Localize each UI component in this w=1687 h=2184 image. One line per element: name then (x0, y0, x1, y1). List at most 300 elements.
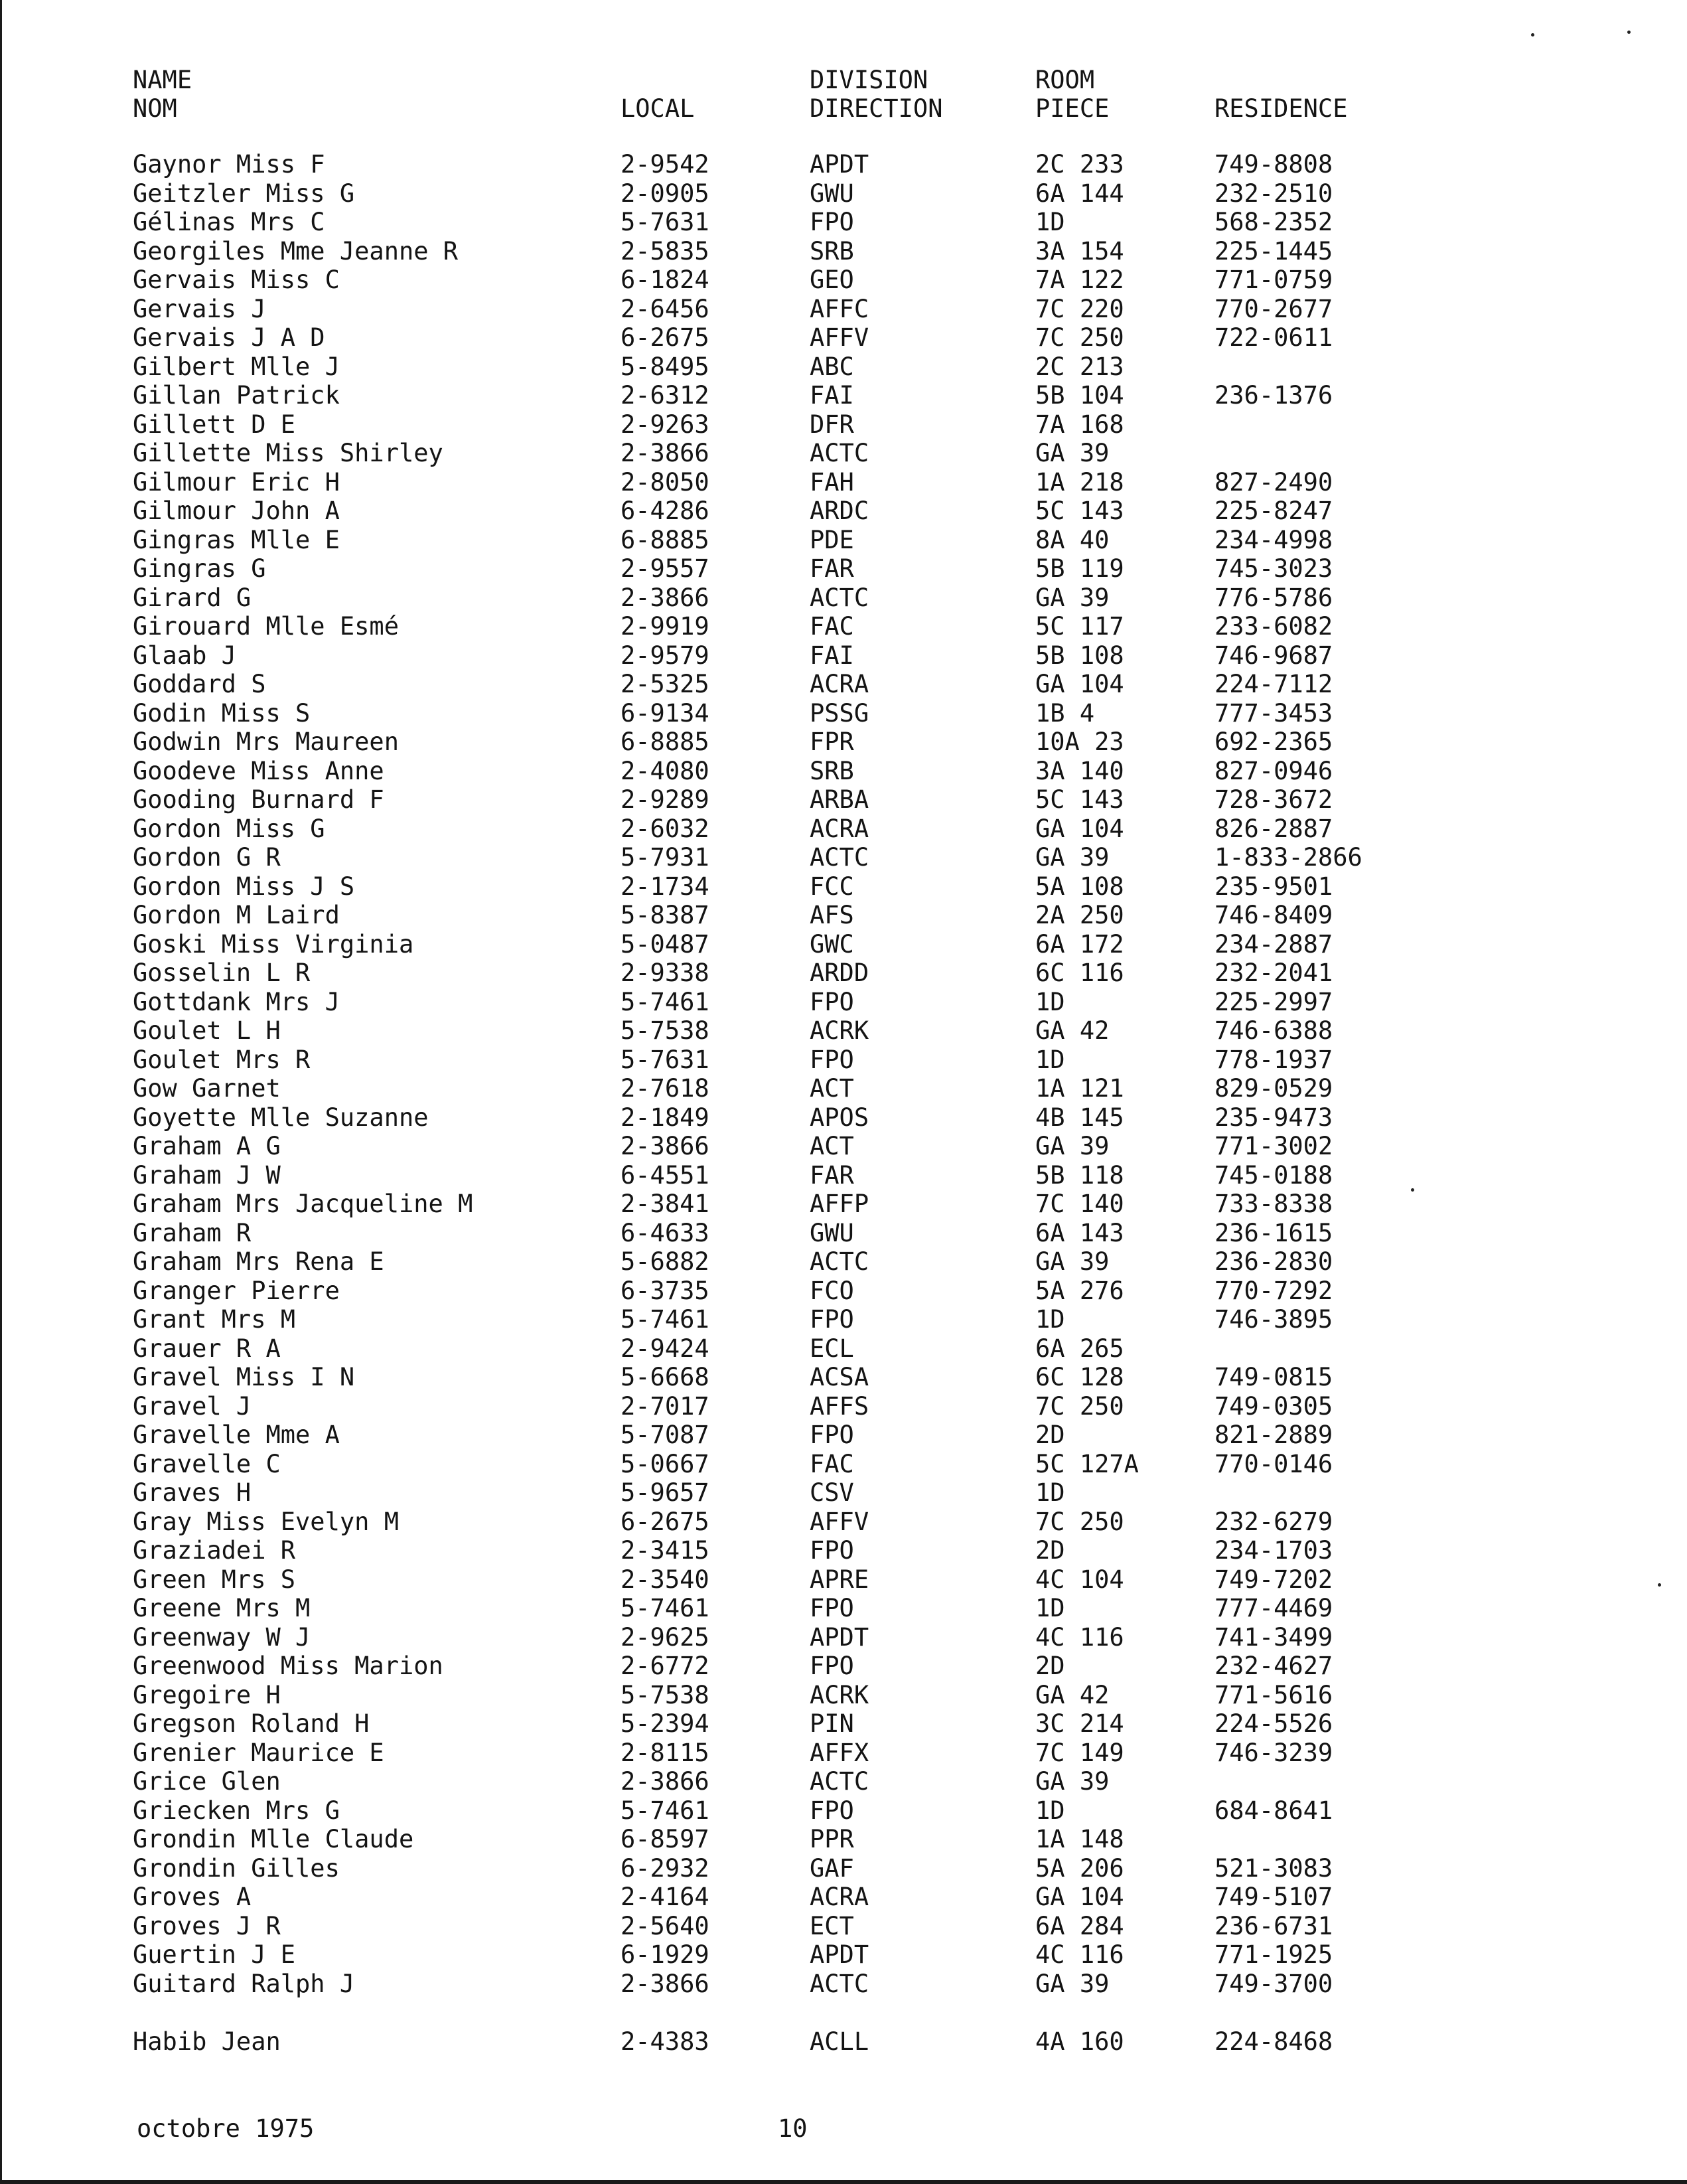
entry-local: 6-4286 (621, 497, 709, 525)
entry-division: PSSG (810, 698, 869, 728)
entry-division: FPO (810, 1594, 854, 1622)
directory-row (0, 1681, 1687, 1710)
directory-row (0, 526, 1687, 555)
entry-local: 2-3415 (621, 1536, 709, 1565)
directory-row (0, 208, 1687, 237)
entry-division: ECL (810, 1334, 854, 1363)
entry-division: GAF (810, 1853, 854, 1883)
entry-local: 2-9424 (621, 1334, 709, 1363)
entry-residence: 746-9687 (1214, 641, 1333, 670)
header-name (133, 66, 597, 123)
entry-residence: 236-1376 (1214, 381, 1333, 410)
entry-division: FAR (810, 554, 854, 583)
entry-residence: 236-1615 (1214, 1218, 1333, 1247)
entry-residence: 771-5616 (1214, 1680, 1333, 1709)
entry-local: 2-6456 (621, 294, 709, 323)
entry-residence: 234-1703 (1214, 1536, 1333, 1565)
entry-name: Gordon M Laird (133, 901, 340, 929)
directory-row (0, 2027, 1687, 2057)
entry-name: Grondin Mlle Claude (133, 1825, 414, 1853)
entry-room: 6A 265 (1035, 1334, 1124, 1363)
entry-room: 1B 4 (1035, 698, 1095, 728)
entry-local: 2-4164 (621, 1883, 709, 1911)
directory-row (0, 1940, 1687, 1970)
entry-name: Goulet L H (133, 1016, 281, 1045)
page-number: 10 (778, 2114, 808, 2143)
entry-room: 1D (1035, 1045, 1065, 1074)
directory-row (0, 410, 1687, 439)
directory-row (0, 468, 1687, 497)
entry-residence: 829-0529 (1214, 1074, 1333, 1103)
entry-residence: 232-2510 (1214, 179, 1333, 208)
entry-local: 2-9542 (621, 150, 709, 179)
entry-local: 6-8885 (621, 525, 709, 554)
entry-division: AFFP (810, 1190, 869, 1218)
entry-residence: 770-0146 (1214, 1449, 1333, 1478)
entry-room: GA 39 (1035, 583, 1110, 612)
entry-room: 7A 122 (1035, 266, 1124, 294)
entry-division: ARDD (810, 959, 869, 987)
directory-row (0, 1247, 1687, 1277)
directory-row (0, 554, 1687, 584)
entry-name: Greene Mrs M (133, 1594, 311, 1622)
entry-room: 1A 218 (1035, 467, 1124, 497)
entry-residence: 225-2997 (1214, 987, 1333, 1016)
entry-room: 6A 143 (1035, 1218, 1124, 1247)
entry-room: 6A 284 (1035, 1911, 1124, 1940)
scan-edge-bottom (0, 2180, 1687, 2184)
header-name-en: NAME (133, 66, 192, 94)
entry-room: 3A 140 (1035, 756, 1124, 785)
directory-list (0, 150, 1687, 2057)
entry-division: FPO (810, 987, 854, 1016)
directory-row (0, 497, 1687, 526)
entry-division: AFFV (810, 323, 869, 352)
directory-row (0, 1565, 1687, 1595)
entry-name: Graham R (133, 1218, 252, 1247)
directory-row (0, 1334, 1687, 1364)
entry-local: 5-7461 (621, 1796, 709, 1825)
header-room-en: ROOM (1035, 66, 1095, 94)
directory-row (0, 670, 1687, 699)
directory-row (0, 1421, 1687, 1450)
entry-local: 5-7461 (621, 1594, 709, 1622)
entry-division: PPR (810, 1825, 854, 1853)
entry-division: AFS (810, 901, 854, 929)
entry-residence: 234-2887 (1214, 929, 1333, 959)
directory-row (0, 641, 1687, 670)
directory-row (0, 612, 1687, 641)
directory-row (0, 1074, 1687, 1103)
entry-local: 5-7087 (621, 1421, 709, 1449)
entry-division: ABC (810, 352, 854, 381)
entry-division: ACSA (810, 1363, 869, 1391)
entry-name: Grenier Maurice E (133, 1738, 384, 1767)
entry-division: ACRA (810, 670, 869, 698)
header-division-fr: DIRECTION (810, 94, 943, 123)
directory-row (0, 1623, 1687, 1652)
entry-residence: 746-3895 (1214, 1305, 1333, 1334)
directory-row (0, 1190, 1687, 1219)
entry-room: 3C 214 (1035, 1709, 1124, 1738)
entry-local: 6-9134 (621, 698, 709, 728)
entry-room: 5A 206 (1035, 1853, 1124, 1883)
entry-division: GWC (810, 929, 854, 959)
directory-row (0, 1594, 1687, 1623)
entry-residence: 745-0188 (1214, 1160, 1333, 1190)
entry-residence: 224-7112 (1214, 670, 1333, 698)
entry-name: Gravel Miss I N (133, 1363, 355, 1391)
entry-name: Gervais Miss C (133, 266, 340, 294)
entry-room: 5B 119 (1035, 554, 1124, 583)
entry-room: 1D (1035, 987, 1065, 1016)
directory-row (0, 1016, 1687, 1046)
entry-local: 2-9338 (621, 959, 709, 987)
entry-room: 4A 160 (1035, 2027, 1124, 2056)
entry-local: 2-9289 (621, 785, 709, 814)
directory-row (0, 1508, 1687, 1537)
directory-row (0, 1652, 1687, 1681)
entry-name: Gillette Miss Shirley (133, 439, 443, 467)
entry-residence: 235-9501 (1214, 872, 1333, 901)
entry-room: 7C 220 (1035, 294, 1124, 323)
entry-division: AFFC (810, 294, 869, 323)
entry-local: 2-4383 (621, 2027, 709, 2056)
entry-name: Graham Mrs Rena E (133, 1247, 384, 1276)
entry-residence: 224-8468 (1214, 2027, 1333, 2056)
directory-row (0, 1825, 1687, 1854)
entry-local: 2-3866 (621, 439, 709, 467)
entry-local: 2-9919 (621, 612, 709, 641)
entry-local: 5-2394 (621, 1709, 709, 1738)
entry-division: ACLL (810, 2027, 869, 2056)
entry-name: Greenwood Miss Marion (133, 1652, 443, 1680)
entry-residence: 777-3453 (1214, 698, 1333, 728)
entry-room: 2D (1035, 1652, 1065, 1680)
entry-room: GA 104 (1035, 814, 1124, 843)
directory-row (0, 150, 1687, 179)
entry-residence: 236-6731 (1214, 1911, 1333, 1940)
entry-room: 5C 117 (1035, 612, 1124, 641)
directory-row (0, 1132, 1687, 1161)
entry-local: 2-9557 (621, 554, 709, 583)
directory-row (0, 1363, 1687, 1392)
entry-local: 2-8115 (621, 1738, 709, 1767)
entry-name: Gordon G R (133, 843, 281, 872)
directory-row (0, 1536, 1687, 1565)
entry-division: ACTC (810, 583, 869, 612)
entry-division: DFR (810, 410, 854, 439)
entry-name: Gottdank Mrs J (133, 987, 340, 1016)
entry-room: 7C 250 (1035, 323, 1124, 352)
entry-division: ACT (810, 1132, 854, 1160)
entry-room: 4C 104 (1035, 1565, 1124, 1594)
entry-name: Graham A G (133, 1132, 281, 1160)
entry-residence: 776-5786 (1214, 583, 1333, 612)
entry-residence: 521-3083 (1214, 1853, 1333, 1883)
directory-row (0, 872, 1687, 901)
entry-local: 2-5325 (621, 670, 709, 698)
column-headers (0, 66, 1687, 125)
entry-name: Gingras G (133, 554, 266, 583)
entry-room: 7C 250 (1035, 1507, 1124, 1536)
entry-residence (1214, 1334, 1387, 1364)
entry-name: Grant Mrs M (133, 1305, 296, 1334)
entry-local: 2-1734 (621, 872, 709, 901)
entry-residence: 722-0611 (1214, 323, 1333, 352)
entry-residence: 684-8641 (1214, 1796, 1333, 1825)
entry-local: 5-7538 (621, 1680, 709, 1709)
entry-residence: 225-8247 (1214, 497, 1333, 525)
footer-date: octobre 1975 (137, 2114, 315, 2143)
entry-local: 2-1849 (621, 1103, 709, 1132)
directory-row (0, 1450, 1687, 1479)
entry-room: 7C 250 (1035, 1391, 1124, 1421)
directory-row (0, 439, 1687, 468)
entry-name: Griecken Mrs G (133, 1796, 340, 1825)
entry-local: 6-1824 (621, 266, 709, 294)
entry-residence (1214, 1478, 1387, 1508)
entry-local: 6-3735 (621, 1276, 709, 1305)
entry-name: Georgiles Mme Jeanne R (133, 236, 459, 266)
entry-division: FAH (810, 467, 854, 497)
entry-room: 1A 121 (1035, 1074, 1124, 1103)
entry-division: ACTC (810, 843, 869, 872)
entry-room: 6C 116 (1035, 959, 1124, 987)
entry-room: 4C 116 (1035, 1940, 1124, 1969)
directory-row (0, 323, 1687, 352)
entry-local: 5-6668 (621, 1363, 709, 1391)
entry-local: 2-5640 (621, 1911, 709, 1940)
entry-residence: 746-3239 (1214, 1738, 1333, 1767)
entry-name: Gravel J (133, 1391, 252, 1421)
directory-row (0, 1103, 1687, 1132)
entry-local: 2-6312 (621, 381, 709, 410)
entry-room: 5C 143 (1035, 497, 1124, 525)
entry-room: 5B 118 (1035, 1160, 1124, 1190)
directory-row (0, 1046, 1687, 1075)
entry-local: 2-3866 (621, 1132, 709, 1160)
entry-room: 2A 250 (1035, 901, 1124, 929)
directory-row (0, 352, 1687, 382)
entry-residence: 746-8409 (1214, 901, 1333, 929)
entry-residence: 234-4998 (1214, 525, 1333, 554)
header-room (1035, 66, 1208, 123)
entry-room: GA 39 (1035, 1969, 1110, 1998)
entry-residence: 1-833-2866 (1214, 843, 1362, 872)
entry-name: Goski Miss Virginia (133, 929, 414, 959)
entry-name: Gilbert Mlle J (133, 352, 340, 381)
entry-division: ACRA (810, 814, 869, 843)
entry-division: AFFX (810, 1738, 869, 1767)
entry-local: 2-9625 (621, 1622, 709, 1652)
directory-row (0, 1478, 1687, 1508)
entry-local: 2-0905 (621, 179, 709, 208)
entry-name: Gow Garnet (133, 1074, 281, 1103)
entry-local: 6-2675 (621, 323, 709, 352)
entry-room: GA 104 (1035, 670, 1124, 698)
directory-row (0, 381, 1687, 410)
entry-room: 2D (1035, 1536, 1065, 1565)
entry-residence: 771-3002 (1214, 1132, 1333, 1160)
entry-room: 5A 108 (1035, 872, 1124, 901)
entry-room: GA 39 (1035, 439, 1110, 467)
directory-row (0, 266, 1687, 295)
entry-division: FPO (810, 1421, 854, 1449)
entry-name: Groves J R (133, 1911, 281, 1940)
entry-residence (1214, 439, 1387, 468)
entry-name: Godin Miss S (133, 698, 311, 728)
header-residence: RESIDENCE (1214, 94, 1348, 123)
entry-name: Gray Miss Evelyn M (133, 1507, 399, 1536)
entry-division: ACRK (810, 1016, 869, 1045)
entry-division: FPO (810, 1045, 854, 1074)
entry-local: 2-8050 (621, 467, 709, 497)
entry-division: FPO (810, 208, 854, 236)
directory-row (0, 1970, 1687, 1999)
entry-name: Grondin Gilles (133, 1853, 340, 1883)
entry-local: 6-4551 (621, 1160, 709, 1190)
directory-row (0, 815, 1687, 844)
entry-name: Girouard Mlle Esmé (133, 612, 399, 641)
entry-division: ECT (810, 1911, 854, 1940)
entry-residence: 749-8808 (1214, 150, 1333, 179)
entry-room: 8A 40 (1035, 525, 1110, 554)
entry-name: Guitard Ralph J (133, 1969, 355, 1998)
entry-residence: 770-7292 (1214, 1276, 1333, 1305)
entry-division: APDT (810, 1940, 869, 1969)
entry-name: Gravelle C (133, 1449, 281, 1478)
entry-local: 5-8495 (621, 352, 709, 381)
entry-name: Green Mrs S (133, 1565, 296, 1594)
entry-name: Gooding Burnard F (133, 785, 384, 814)
entry-division: FAC (810, 1449, 854, 1478)
directory-row (0, 699, 1687, 728)
entry-name: Gilmour Eric H (133, 467, 340, 497)
entry-room: 1D (1035, 1594, 1065, 1622)
entry-residence: 826-2887 (1214, 814, 1333, 843)
entry-local: 2-9579 (621, 641, 709, 670)
entry-name: Graham J W (133, 1160, 281, 1190)
entry-room: 4B 145 (1035, 1103, 1124, 1132)
entry-name: Gervais J (133, 294, 266, 323)
entry-residence: 749-0815 (1214, 1363, 1333, 1391)
entry-residence: 771-0759 (1214, 266, 1333, 294)
header-name-fr: NOM (133, 94, 177, 123)
entry-division: ACTC (810, 439, 869, 467)
entry-division: AFFS (810, 1391, 869, 1421)
entry-name: Gregson Roland H (133, 1709, 370, 1738)
entry-name: Glaab J (133, 641, 236, 670)
entry-residence: 745-3023 (1214, 554, 1333, 583)
directory-row (0, 843, 1687, 872)
entry-local: 5-6882 (621, 1247, 709, 1276)
entry-local: 5-7631 (621, 1045, 709, 1074)
directory-row (0, 988, 1687, 1017)
entry-division: APOS (810, 1103, 869, 1132)
entry-division: FCC (810, 872, 854, 901)
entry-name: Graham Mrs Jacqueline M (133, 1190, 473, 1218)
entry-local: 5-0487 (621, 929, 709, 959)
entry-local: 2-3866 (621, 583, 709, 612)
entry-name: Gillan Patrick (133, 381, 340, 410)
entry-division: ARBA (810, 785, 869, 814)
entry-division: SRB (810, 236, 854, 266)
entry-room: 1D (1035, 1478, 1065, 1507)
entry-residence: 232-2041 (1214, 959, 1333, 987)
entry-residence: 827-0946 (1214, 756, 1333, 785)
entry-room: GA 39 (1035, 1247, 1110, 1276)
entry-room: 5C 127A (1035, 1449, 1139, 1478)
directory-row (0, 785, 1687, 815)
entry-local: 5-7461 (621, 1305, 709, 1334)
entry-residence: 236-2830 (1214, 1247, 1333, 1276)
entry-division: APRE (810, 1565, 869, 1594)
entry-local: 6-8597 (621, 1825, 709, 1853)
entry-division: GWU (810, 179, 854, 208)
entry-name: Gervais J A D (133, 323, 325, 352)
entry-residence (1214, 1825, 1387, 1854)
entry-residence: 777-4469 (1214, 1594, 1333, 1622)
entry-local: 6-1929 (621, 1940, 709, 1969)
entry-room: 1D (1035, 1305, 1065, 1334)
directory-row (0, 1219, 1687, 1248)
header-division (810, 66, 1009, 123)
entry-residence: 728-3672 (1214, 785, 1333, 814)
entry-division: ARDC (810, 497, 869, 525)
directory-row (0, 757, 1687, 786)
entry-residence: 733-8338 (1214, 1190, 1333, 1218)
entry-local: 2-3866 (621, 1969, 709, 1998)
entry-room: 10A 23 (1035, 728, 1124, 756)
directory-row (0, 959, 1687, 988)
entry-room: 6C 128 (1035, 1363, 1124, 1391)
entry-residence: 771-1925 (1214, 1940, 1333, 1969)
entry-division: FPO (810, 1796, 854, 1825)
entry-name: Gingras Mlle E (133, 525, 340, 554)
directory-row (0, 1277, 1687, 1306)
entry-residence: 778-1937 (1214, 1045, 1333, 1074)
entry-local: 5-7631 (621, 208, 709, 236)
directory-row (0, 179, 1687, 208)
entry-residence: 232-6279 (1214, 1507, 1333, 1536)
entry-room: 1D (1035, 1796, 1065, 1825)
entry-residence: 746-6388 (1214, 1016, 1333, 1045)
entry-local: 5-7461 (621, 987, 709, 1016)
directory-row (0, 1392, 1687, 1421)
entry-room: 2C 233 (1035, 150, 1124, 179)
entry-name: Girard G (133, 583, 252, 612)
entry-name: Gosselin L R (133, 959, 311, 987)
entry-residence: 749-0305 (1214, 1391, 1333, 1421)
directory-row (0, 930, 1687, 959)
entry-local: 5-8387 (621, 901, 709, 929)
entry-name: Gaynor Miss F (133, 150, 325, 179)
entry-residence: 749-7202 (1214, 1565, 1333, 1594)
entry-name: Goodeve Miss Anne (133, 756, 384, 785)
entry-room: 5B 104 (1035, 381, 1124, 410)
entry-division: AFFV (810, 1507, 869, 1536)
entry-local: 2-9263 (621, 410, 709, 439)
entry-residence: 827-2490 (1214, 467, 1333, 497)
entry-division: FPO (810, 1652, 854, 1680)
directory-row (0, 237, 1687, 266)
scan-speck (1627, 31, 1631, 34)
entry-residence: 770-2677 (1214, 294, 1333, 323)
entry-division: ACRA (810, 1883, 869, 1911)
entry-local: 5-7538 (621, 1016, 709, 1045)
entry-name: Gregoire H (133, 1680, 281, 1709)
